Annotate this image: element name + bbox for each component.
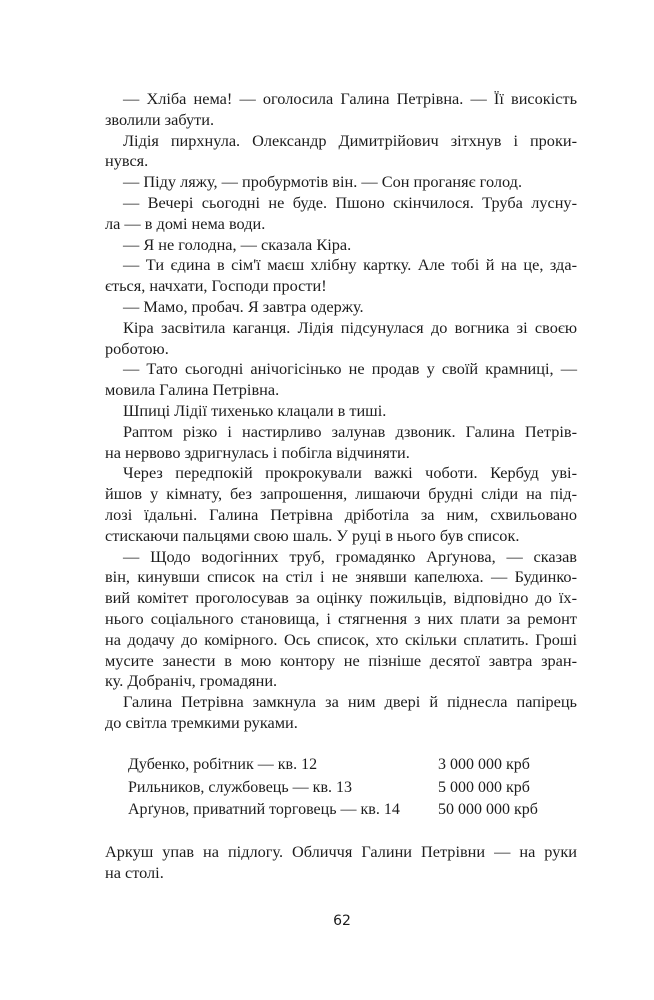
- text-line: нувся.: [105, 151, 149, 171]
- text-line: зволили забути.: [105, 109, 215, 129]
- text-line: — Щодо водогінних труб, громадянко Арґунова, — сказав: [123, 546, 577, 566]
- text-line: на нервово здригнулась і побігла відчиняти.: [105, 442, 410, 462]
- list-item-name: Дубенко, робітник — кв. 12: [128, 756, 318, 773]
- text-line: Через передпокій прокрокували важкі чоботи. Кербуд уві-: [123, 463, 577, 483]
- list-item-amount: 3 000 000 крб: [438, 756, 530, 773]
- list-item-amount: 50 000 000 крб: [438, 801, 538, 818]
- text-line: мусите занести в мою контору не пізніше десятої завтра зран-: [105, 650, 577, 670]
- list-item-amount: 5 000 000 крб: [438, 778, 530, 796]
- text-line: — Ти єдина в сім'ї маєш хлібну картку. Але тобі й на це, зда-: [123, 255, 577, 275]
- text-line: Лідія пирхнула. Олександр Димитрійович зітхнув і проки-: [123, 130, 577, 150]
- text-line: нього соціального становища, і стягнення з них плати за ремонт: [105, 608, 577, 628]
- text-line: Галина Петрівна замкнула за ним двері й піднесла папірець: [123, 692, 577, 712]
- page-number: 62: [333, 913, 351, 929]
- text-line: лозі їдальні. Галина Петрівна дріботіла за ним, схвильовано: [105, 504, 577, 524]
- text-line: стискаючи пальцями свою шаль. У руці в нього був список.: [105, 525, 520, 545]
- text-line: — Я не голодна, — сказала Кіра.: [123, 234, 352, 254]
- list-item: [128, 754, 548, 777]
- text-line: Аркуш упав на підлогу. Обличчя Галини Петрівни — на руки: [105, 842, 577, 861]
- text-line: ла — в домі нема води.: [105, 213, 266, 233]
- text-line: Шпиці Лідії тихенько клацали в тиші.: [123, 400, 387, 420]
- text-line: він, кинувши список на стіл і не знявши капелюха. — Будинко-: [105, 567, 577, 587]
- text-line: Раптом різко і настирливо залунав дзвоник. Галина Петрів-: [123, 421, 577, 441]
- text-line: роботою.: [105, 338, 169, 358]
- text-line: вий комітет проголосував за оцінку пожильців, відповідно до їх-: [105, 588, 577, 608]
- text-line: — Хліба нема! — оголосила Галина Петрівна. — Її високість: [123, 89, 577, 108]
- list-item-name: Арґунов, приватний торговець — кв. 14: [128, 801, 400, 818]
- payment-list: [128, 754, 548, 822]
- text-line: — Тато сьогодні анічогісінько не продав у своїй крамниці, —: [123, 359, 577, 379]
- list-item: [128, 799, 548, 822]
- text-line: на додачу до комірного. Ось список, хто скільки сплатить. Гроші: [105, 629, 577, 649]
- text-line: мовила Галина Петрівна.: [105, 380, 280, 400]
- list-item-name: Рильников, службовець — кв. 13: [128, 778, 352, 796]
- text-line: на столі.: [105, 862, 164, 882]
- list-item: [128, 777, 548, 800]
- text-line: — Вечері сьогодні не буде. Пшоно скінчилося. Труба лусну-: [123, 192, 577, 212]
- text-line: йшов у кімнату, без запрошення, лишаючи брудні сліди на під-: [105, 484, 577, 504]
- text-line: Кіра засвітила каганця. Лідія підсунулася до вогника зі своєю: [123, 317, 577, 337]
- text-line: ку. Добраніч, громадяни.: [105, 671, 278, 691]
- closing-paragraph: [105, 842, 577, 884]
- text-line: ється, начхати, Господи прости!: [105, 276, 327, 296]
- text-line: — Мамо, пробач. Я завтра одержу.: [123, 296, 364, 316]
- body-text: [105, 89, 577, 734]
- text-line: до світла тремкими руками.: [105, 712, 298, 732]
- text-line: — Піду ляжу, — пробурмотів він. — Сон проганяє голод.: [123, 172, 523, 192]
